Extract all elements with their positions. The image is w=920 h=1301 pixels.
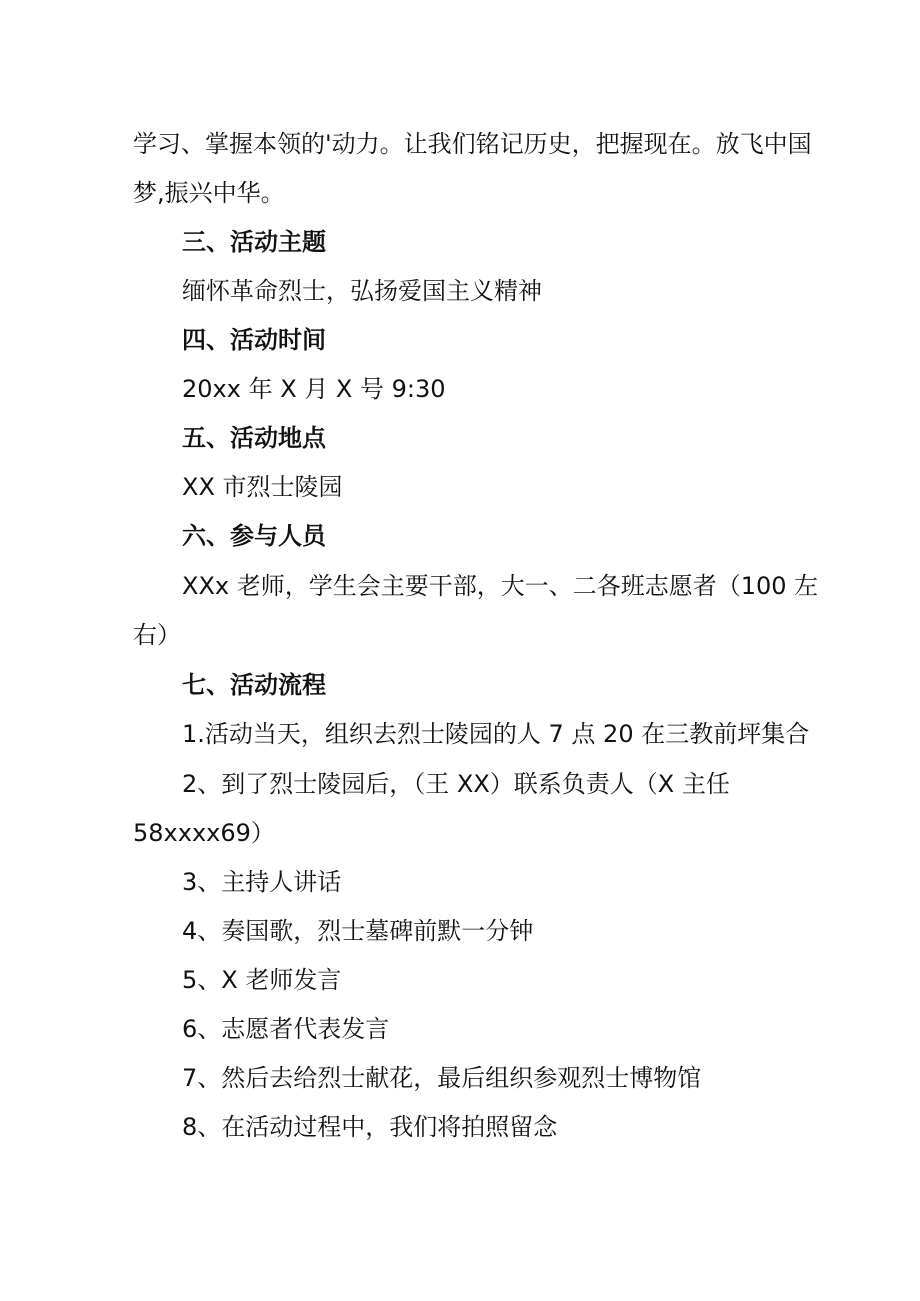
process-step-8: 8、在活动过程中，我们将拍照留念 (182, 1113, 558, 1141)
section-heading-participants: 六、参与人员 (182, 522, 326, 550)
process-step-5: 5、X 老师发言 (182, 966, 342, 994)
section-heading-time: 四、活动时间 (182, 326, 326, 354)
process-step-7: 7、然后去给烈士献花，最后组织参观烈士博物馆 (182, 1064, 702, 1092)
section-body-time: 20xx 年 X 月 X 号 9:30 (182, 375, 446, 403)
process-step-2-continuation: 58xxxx69） (133, 819, 275, 847)
process-step-6: 6、志愿者代表发言 (182, 1015, 390, 1043)
section-body-participants-line-2: 右） (133, 621, 181, 649)
intro-text-line-1: 学习、掌握本领的'动力。让我们铭记历史，把握现在。放飞中国 (133, 130, 812, 158)
section-body-theme: 缅怀革命烈士，弘扬爱国主义精神 (182, 277, 542, 305)
process-step-2: 2、到了烈士陵园后，（王 XX）联系负责人（X 主任 (182, 770, 730, 798)
section-body-location: XX 市烈士陵园 (182, 473, 343, 501)
intro-text-line-2: 梦,振兴中华。 (133, 179, 285, 207)
process-step-1: 1.活动当天，组织去烈士陵园的人 7 点 20 在三教前坪集合 (182, 720, 810, 748)
section-body-participants-line-1: XXx 老师，学生会主要干部，大一、二各班志愿者（100 左 (182, 572, 819, 600)
section-heading-process: 七、活动流程 (182, 671, 326, 699)
section-heading-location: 五、活动地点 (182, 424, 326, 452)
section-heading-theme: 三、活动主题 (182, 228, 326, 256)
process-step-3: 3、主持人讲话 (182, 868, 342, 896)
process-step-4: 4、奏国歌，烈士墓碑前默一分钟 (182, 917, 534, 945)
